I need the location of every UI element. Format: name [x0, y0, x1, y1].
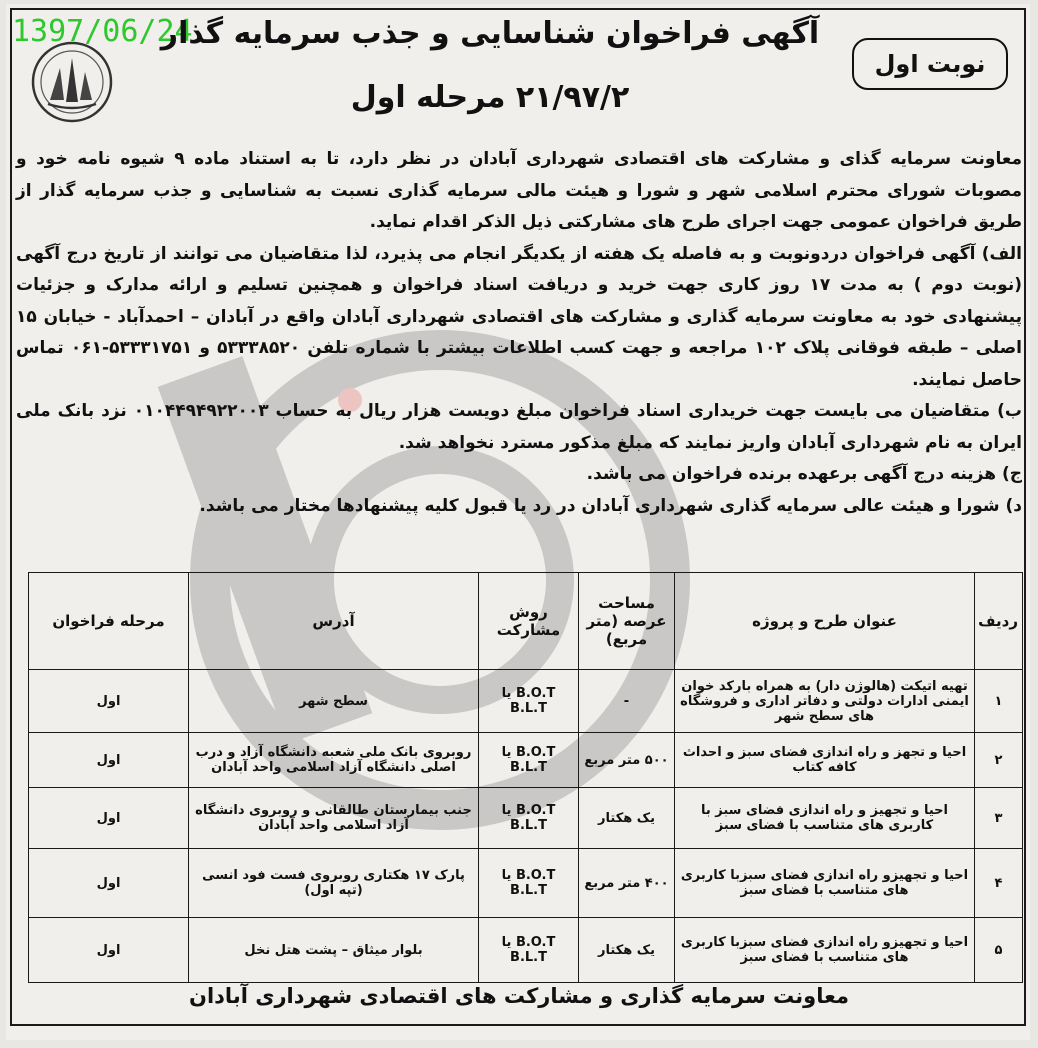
cell-area: یک هکتار [579, 918, 675, 983]
header-method: روش مشارکت [479, 573, 579, 670]
page-title: آگهی فراخوان شناسایی و جذب سرمایه گذار [160, 16, 820, 51]
cell-method: B.O.T یا B.L.T [479, 849, 579, 918]
table-row [29, 918, 1023, 983]
cell-address: روبروی بانک ملی شعبه دانشگاه آزاد و درب اصلی دانشگاه آزاد اسلامی واحد آبادان [189, 733, 479, 788]
cell-project-title: احیا و تجهیزو راه اندازی فضای سبزبا کاربری های متناسب با فضای سبز [675, 849, 975, 918]
cell-address: سطح شهر [189, 670, 479, 733]
table-row [29, 849, 1023, 918]
cell-area: - [579, 670, 675, 733]
announcement-body [16, 144, 1022, 522]
header-area: مساحت عرصه (متر مربع) [579, 573, 675, 670]
cell-row-number: ۵ [975, 918, 1023, 983]
municipality-emblem-icon [30, 40, 114, 124]
cell-row-number: ۴ [975, 849, 1023, 918]
cell-project-title: احیا و تجهیز و راه اندازی فضای سبز با کاربری های متناسب با فضای سبز [675, 788, 975, 849]
cell-method: B.O.T یا B.L.T [479, 670, 579, 733]
cell-area: یک هکتار [579, 788, 675, 849]
table-row [29, 788, 1023, 849]
cell-address: جنب بیمارستان طالقانی و روبروی دانشگاه آزاد اسلامی واحد آبادان [189, 788, 479, 849]
clause-be: ب) متقاضیان می بایست جهت خریداری اسناد فراخوان مبلغ دویست هزار ریال به حساب ۰۱۰۴۴۹۴۹۲۲۰۰۳ نزد بانک ملی ایران به نام شهرداری آبادان واریز نمایند که مبلغ مذکور مسترد نخواهد شد. [16, 401, 1022, 453]
cell-area: ۴۰۰ متر مربع [579, 849, 675, 918]
cell-method: B.O.T یا B.L.T [479, 733, 579, 788]
header-stage: مرحله فراخوان [29, 573, 189, 670]
cell-stage: اول [29, 918, 189, 983]
clause-dal: د) شورا و هیئت عالی سرمایه گذاری شهرداری آبادان در رد یا قبول کلیه پیشنهادها مختار می باشد. [199, 495, 1022, 516]
cell-stage: اول [29, 788, 189, 849]
cell-address: بلوار میثاق – پشت هتل نخل [189, 918, 479, 983]
cell-stage: اول [29, 670, 189, 733]
cell-stage: اول [29, 733, 189, 788]
header-project-title: عنوان طرح و پروژه [675, 573, 975, 670]
publication-round-badge: نوبت اول [852, 38, 1008, 90]
table-row [29, 733, 1023, 788]
cell-address: پارک ۱۷ هکتاری روبروی فست فود انسی (تپه اول) [189, 849, 479, 918]
header-row-number: ردیف [975, 573, 1023, 670]
date-stamp: 1397/06/24 [12, 14, 193, 49]
cell-method: B.O.T یا B.L.T [479, 788, 579, 849]
table-header-row [29, 573, 1023, 670]
cell-row-number: ۳ [975, 788, 1023, 849]
cell-project-title: تهیه اتیکت (هالوژن دار) به همراه بارکد خوان ایمنی ادارات دولتی و دفاتر اداری و فروشگاه های سطح شهر [675, 670, 975, 733]
cell-row-number: ۲ [975, 733, 1023, 788]
clause-alef: الف) آگهی فراخوان دردونوبت و به فاصله یک هفته از یکدیگر انجام می پذیرد، لذا متقاضیان می توانند از تاریخ درج آگهی (نوبت دوم ) به مدت ۱۷ روز کاری جهت خرید و دریافت اسناد فراخوان و همچنین تسلیم و ارائه مدارک و جزئیات پیشنهادی خود به معاونت سرمایه گذاری و مشارکت های اقتصادی شهرداری آبادان واقع در آبادان – احمدآباد - خیابان ۱۵ اصلی – طبقه فوقانی پلاک ۱۰۲ مراجعه و جهت کسب اطلاعات بیشتر با شماره تلفن ۵۳۳۳۸۵۲۰ و ۵۳۳۳۱۷۵۱-۰۶۱ تماس حاصل نمایند. [16, 243, 1022, 390]
clause-jim: ج) هزینه درج آگهی برعهده برنده فراخوان می باشد. [586, 464, 1022, 484]
cell-area: ۵۰۰ متر مربع [579, 733, 675, 788]
header-address: آدرس [189, 573, 479, 670]
intro-paragraph: معاونت سرمایه گذای و مشارکت های اقتصادی شهرداری آبادان در نظر دارد، تا به استناد ماده ۹ شیوه نامه خود و مصوبات شورای محترم اسلامی شهر و شورا و هیئت مالی سرمایه گذاری نسبت به شناسایی و جذب سرمایه گذار از طریق فراخوان عمومی جهت اجرای طرح های مشارکتی ذیل الذکر اقدام نماید. [16, 149, 1022, 232]
cell-stage: اول [29, 849, 189, 918]
footer-signature: معاونت سرمایه گذاری و مشارکت های اقتصادی شهرداری آبادان [189, 984, 849, 1008]
projects-table [28, 572, 1023, 983]
cell-project-title: احیا و تجهیزو راه اندازی فضای سبزبا کاربری های متناسب با فضای سبز [675, 918, 975, 983]
cell-row-number: ۱ [975, 670, 1023, 733]
cell-method: B.O.T یا B.L.T [479, 918, 579, 983]
table-row [29, 670, 1023, 733]
cell-project-title: احیا و تجهز و راه اندازی فضای سبز و احداث کافه کتاب [675, 733, 975, 788]
page-subtitle: ۲۱/۹۷/۲ مرحله اول [350, 80, 630, 115]
